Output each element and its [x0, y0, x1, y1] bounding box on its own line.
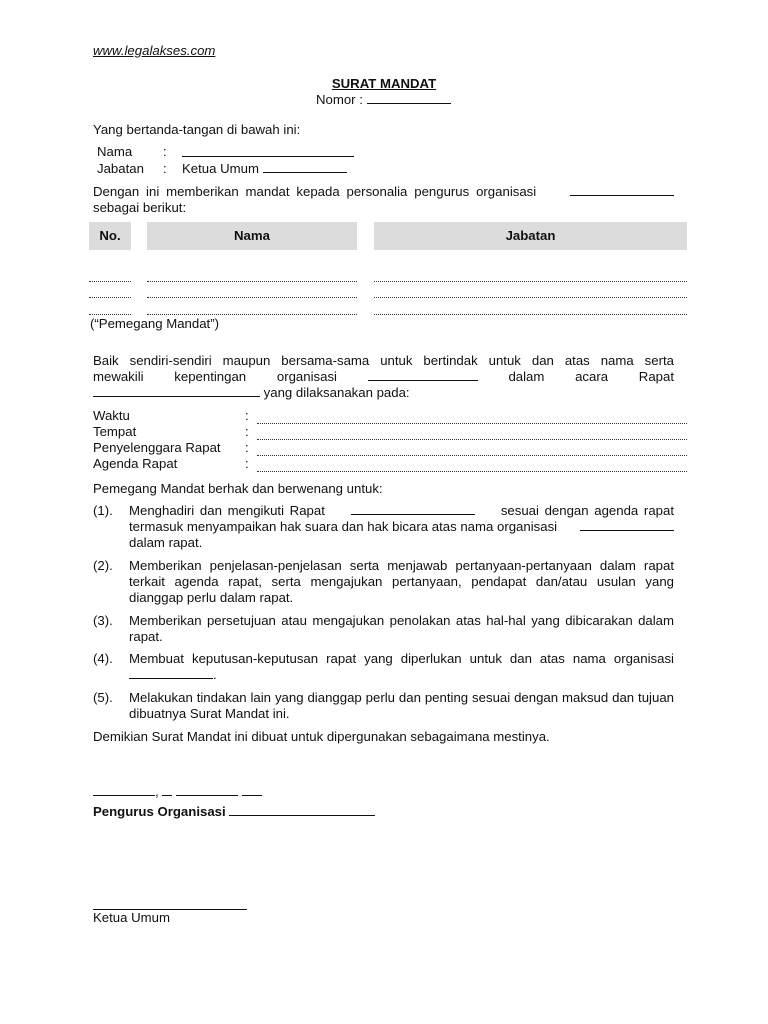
signer-name-blank: [182, 156, 354, 157]
document-title: SURAT MANDAT: [331, 76, 437, 91]
signer-position-label: Jabatan: [97, 161, 144, 176]
nomor-line: [316, 92, 451, 108]
date-line: [93, 784, 262, 800]
organization-blank-2: [368, 369, 478, 381]
detail-waktu-sep: :: [245, 408, 249, 423]
right-4-line2: [129, 667, 217, 683]
mandate-intro-text: Dengan ini memberikan mandat kepada personalia pengurus organisasi: [93, 184, 537, 199]
purpose-word-acara: acara: [575, 369, 609, 384]
nomor-label: Nomor :: [316, 92, 363, 107]
right-4-line1: Membuat keputusan-keputusan rapat yang diperlukan untuk dan atas nama organisasi: [129, 651, 674, 666]
signature-org-line: [93, 804, 375, 820]
purpose-line3: [93, 385, 410, 401]
right-3-number: (3).: [93, 613, 113, 628]
rapat-blank: [351, 503, 475, 515]
signer-name-sep: :: [163, 144, 167, 159]
right-1-text-a: Menghadiri dan mengikuti Rapat: [129, 503, 325, 518]
purpose-word-dalam: dalam: [508, 369, 545, 384]
table-row-2-jabatan: [374, 297, 687, 298]
detail-agenda-line: [257, 471, 687, 472]
signer-position-sep: :: [163, 161, 167, 176]
mandate-intro-line2: sebagai berikut:: [93, 200, 187, 215]
detail-agenda-sep: :: [245, 456, 249, 471]
signer-position-value-line: [182, 161, 347, 177]
table-row-2-nama: [147, 297, 357, 298]
right-4-suffix: .: [213, 667, 217, 682]
organization-blank-3: [580, 519, 674, 531]
rapat-name-blank: [93, 385, 260, 397]
right-1-number: (1).: [93, 503, 113, 518]
signature-role: Ketua Umum: [93, 910, 170, 925]
website-link[interactable]: www.legalakses.com: [93, 43, 216, 58]
detail-tempat-label: Tempat: [93, 424, 137, 439]
signer-name-label: Nama: [97, 144, 133, 159]
table-row-3-no: [89, 314, 131, 315]
table-header-nama: Nama: [147, 222, 357, 250]
table-row-1-nama: [147, 281, 357, 282]
purpose-line3-text: yang dilaksanakan pada:: [263, 385, 410, 400]
table-header-jabatan: Jabatan: [374, 222, 687, 250]
signer-position-value: Ketua Umum: [182, 161, 259, 176]
purpose-word-rapat: Rapat: [638, 369, 674, 384]
right-5-text: Melakukan tindakan lain yang dianggap perlu dan penting sesuai dengan maksud dan tujuan dibuatnya Surat Mandat ini.: [129, 690, 674, 721]
table-row-3-nama: [147, 314, 357, 315]
table-row-2-no: [89, 297, 131, 298]
nomor-blank: [367, 92, 451, 104]
purpose-word-kepentingan: kepentingan: [174, 369, 247, 384]
right-1-line2: [129, 519, 674, 535]
right-4-number: (4).: [93, 651, 113, 666]
right-1-line3: dalam rapat.: [129, 535, 203, 550]
date-month-blank: [176, 784, 238, 796]
right-2-number: (2).: [93, 558, 113, 573]
pemegang-mandat-note: (“Pemegang Mandat”): [90, 316, 220, 331]
purpose-line2: [93, 369, 674, 385]
right-1-text-c: termasuk menyampaikan hak suara dan hak bicara atas nama organisasi: [129, 519, 558, 534]
right-1-line1: [129, 503, 674, 519]
date-place-blank: [93, 784, 155, 796]
table-row-3-jabatan: [374, 314, 687, 315]
organization-blank-1: [570, 184, 674, 196]
purpose-line1: Baik sendiri-sendiri maupun bersama-sama untuk bertindak untuk dan atas nama serta: [93, 353, 674, 368]
right-3-text: Memberikan persetujuan atau mengajukan penolakan atas hal-hal yang dibicarakan dalam rapat.: [129, 613, 674, 644]
purpose-word-mewakili: mewakili: [93, 369, 144, 384]
signature-org-label: Pengurus Organisasi: [93, 804, 226, 819]
detail-agenda-label: Agenda Rapat: [93, 456, 178, 471]
date-comma: ,: [155, 784, 159, 799]
signer-intro: Yang bertanda-tangan di bawah ini:: [93, 122, 301, 137]
detail-penyelenggara-sep: :: [245, 440, 249, 455]
rights-intro: Pemegang Mandat berhak dan berwenang untuk:: [93, 481, 383, 496]
detail-penyelenggara-label: Penyelenggara Rapat: [93, 440, 221, 455]
detail-waktu-label: Waktu: [93, 408, 130, 423]
right-5-number: (5).: [93, 690, 113, 705]
table-header-no: No.: [89, 222, 131, 250]
right-2-text: Memberikan penjelasan-penjelasan serta menjawab pertanyaan-pertanyaan dalam rapat terkait agenda rapat, serta mengajukan pertanyaan, pendapat dan/atau usulan yang dianggap perlu dalam rapat.: [129, 558, 674, 605]
table-row-1-no: [89, 281, 131, 282]
purpose-word-organisasi: organisasi: [276, 369, 337, 384]
detail-waktu-line: [257, 423, 687, 424]
detail-tempat-line: [257, 439, 687, 440]
organization-blank-5: [229, 804, 375, 816]
right-1-text-b: sesuai dengan agenda rapat: [500, 503, 674, 518]
detail-tempat-sep: :: [245, 424, 249, 439]
date-day-blank: [162, 784, 172, 796]
detail-penyelenggara-line: [257, 455, 687, 456]
mandate-intro-line1: [93, 184, 674, 200]
table-row-1-jabatan: [374, 281, 687, 282]
signer-position-blank: [263, 161, 347, 173]
date-year-blank: [242, 784, 262, 796]
closing-statement: Demikian Surat Mandat ini dibuat untuk dipergunakan sebagaimana mestinya.: [93, 729, 550, 744]
organization-blank-4: [129, 667, 213, 679]
